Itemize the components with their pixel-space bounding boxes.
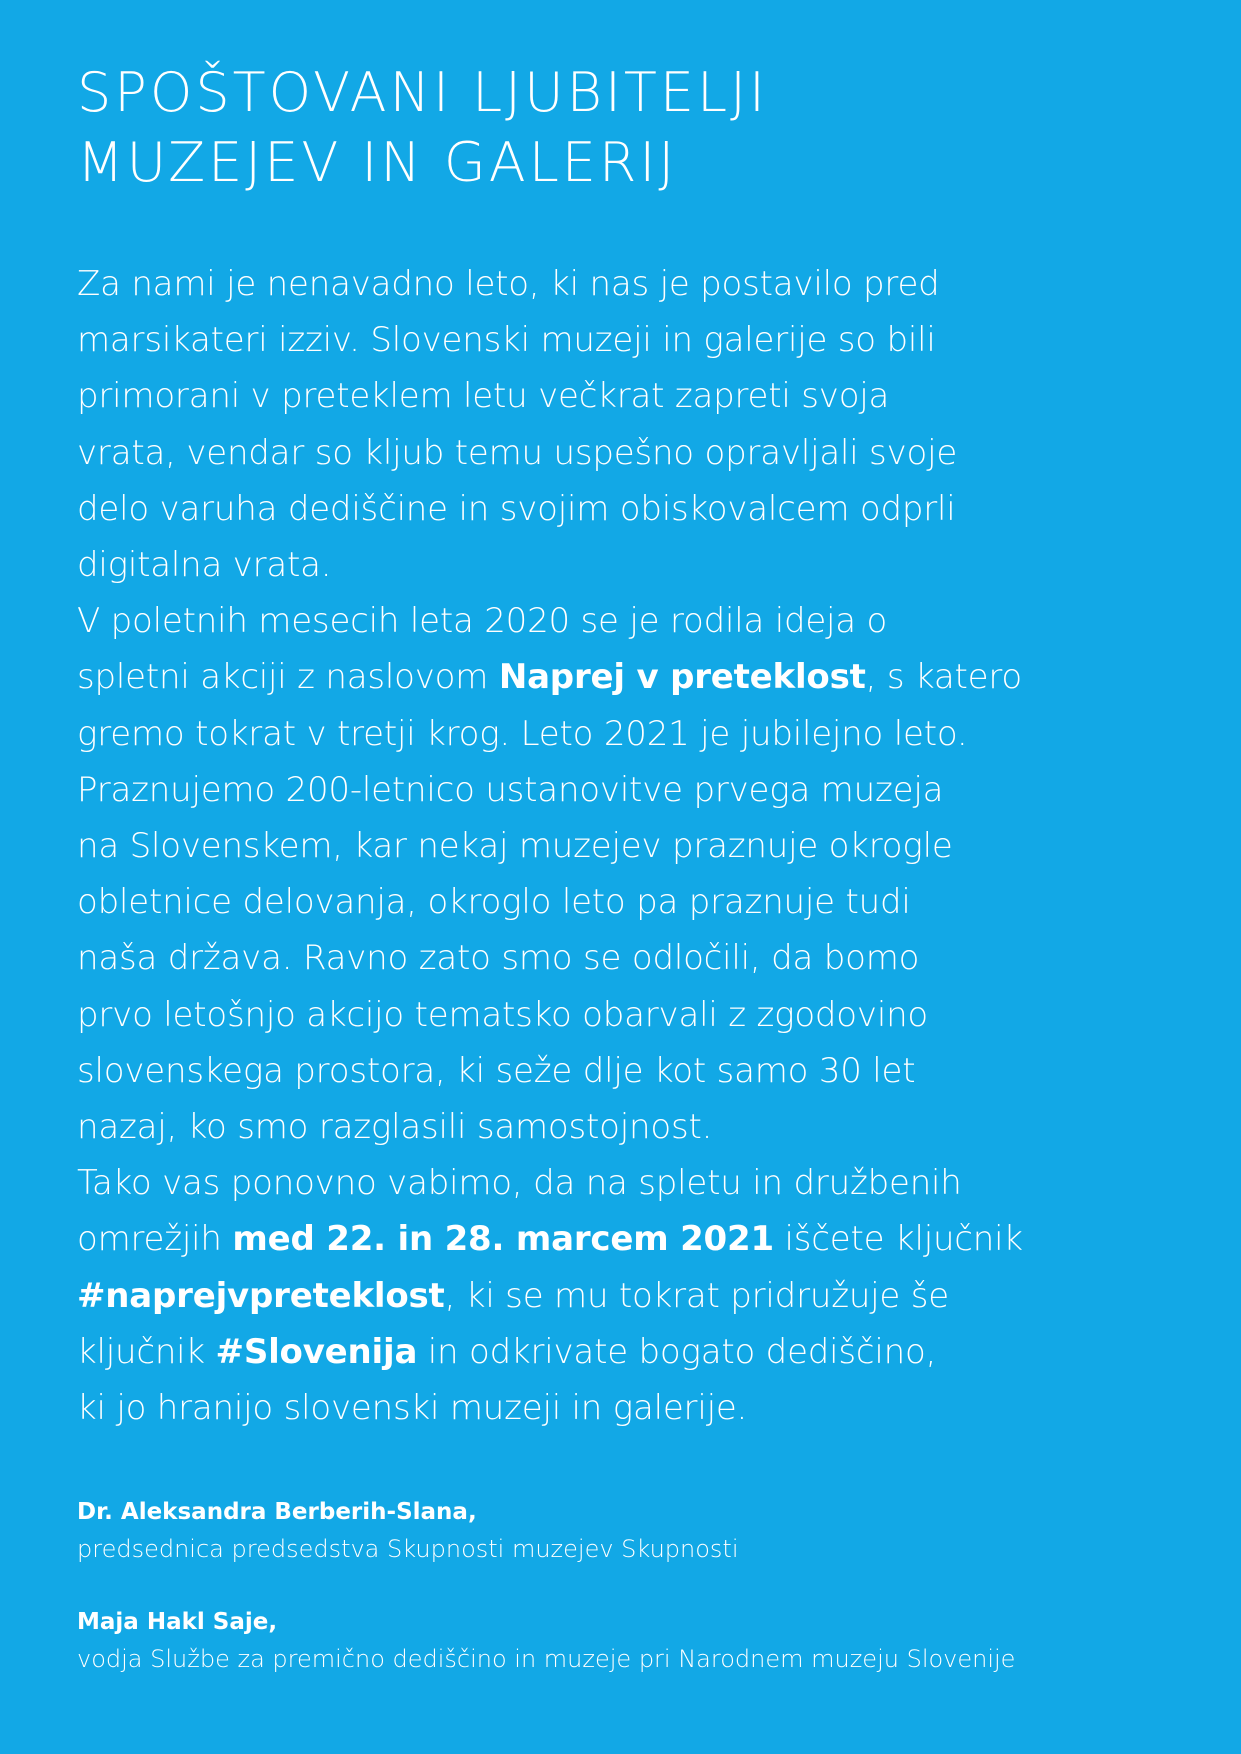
hashtag-naprejvpreteklost: #naprejvpreteklost <box>77 1275 445 1316</box>
body-line: ki jo hranijo slovenski muzeji in galerije. <box>77 1388 748 1429</box>
body-line: nazaj, ko smo razglasili samostojnost. <box>77 1107 713 1148</box>
body-text-segment: , s katero <box>865 657 1023 698</box>
body-line: obletnice delovanja, okroglo leto pa praznuje tudi <box>77 882 911 923</box>
signatory-role: predsednica predsedstva Skupnosti muzejev Skupnosti <box>77 1535 739 1564</box>
body-line: na Slovenskem, kar nekaj muzejev praznuje okrogle <box>77 826 953 867</box>
body-line <box>77 1211 1181 1267</box>
body-text-segment: iščete ključnik <box>773 1219 1023 1260</box>
body-line: digitalna vrata. <box>77 545 332 586</box>
title-line: SPOŠTOVANI LJUBITELJI <box>77 61 768 124</box>
page-title <box>77 58 1181 198</box>
body-line: marsikateri izziv. Slovenski muzeji in galerije so bili <box>77 320 936 361</box>
body-line <box>77 1268 1181 1324</box>
body-text-segment: in odkrivate bogato dediščino, <box>417 1331 937 1372</box>
signatory-name: Dr. Aleksandra Berberih-Slana, <box>77 1499 477 1526</box>
signatures <box>77 1494 1181 1678</box>
body-line: Tako vas ponovno vabimo, da na spletu in družbenih <box>77 1163 962 1204</box>
hashtag-slovenija: #Slovenija <box>215 1331 418 1372</box>
body-line: slovenskega prostora, ki seže dlje kot samo 30 let <box>77 1050 916 1091</box>
body-line: primorani v preteklem letu večkrat zapreti svoja <box>77 376 890 417</box>
title-line: MUZEJEV IN GALERIJ <box>77 131 678 194</box>
body-line: Praznujemo 200-letnico ustanovitve prvega muzeja <box>77 769 944 810</box>
body-line: Za nami je nenavadno leto, ki nas je postavilo pred <box>77 264 940 304</box>
body-text-segment: ključnik <box>77 1331 216 1372</box>
signatory-role: vodja Službe za premično dediščino in muzeje pri Narodnem muzeju Slovenije <box>77 1645 1016 1674</box>
body-text-segment: spletni akciji z naslovom <box>77 657 499 698</box>
campaign-dates: med 22. in 28. marcem 2021 <box>232 1219 774 1260</box>
campaign-name: Naprej v preteklost <box>498 657 866 698</box>
body-line: V poletnih mesecih leta 2020 se je rodila ideja o <box>77 601 888 642</box>
body-line <box>77 1324 1181 1380</box>
signature-block <box>77 1494 1181 1568</box>
body-text-segment: omrežjih <box>77 1219 233 1260</box>
signatory-name: Maja Hakl Saje, <box>77 1609 278 1636</box>
body-line: naša država. Ravno zato smo se odločili, da bomo <box>77 938 920 979</box>
body-line <box>77 649 1181 705</box>
body-line: delo varuha dediščine in svojim obiskovalcem odprli <box>77 488 956 529</box>
body-text-segment: , ki se mu tokrat pridružuje še <box>444 1275 949 1316</box>
body-line: gremo tokrat v tretji krog. Leto 2021 je jubilejno leto. <box>77 713 968 754</box>
body-line: prvo letošnjo akcijo tematsko obarvali z zgodovino <box>77 994 929 1035</box>
body-line: vrata, vendar so kljub temu uspešno opravljali svoje <box>77 432 958 473</box>
signature-block <box>77 1604 1181 1678</box>
letter-body <box>77 256 1181 1436</box>
